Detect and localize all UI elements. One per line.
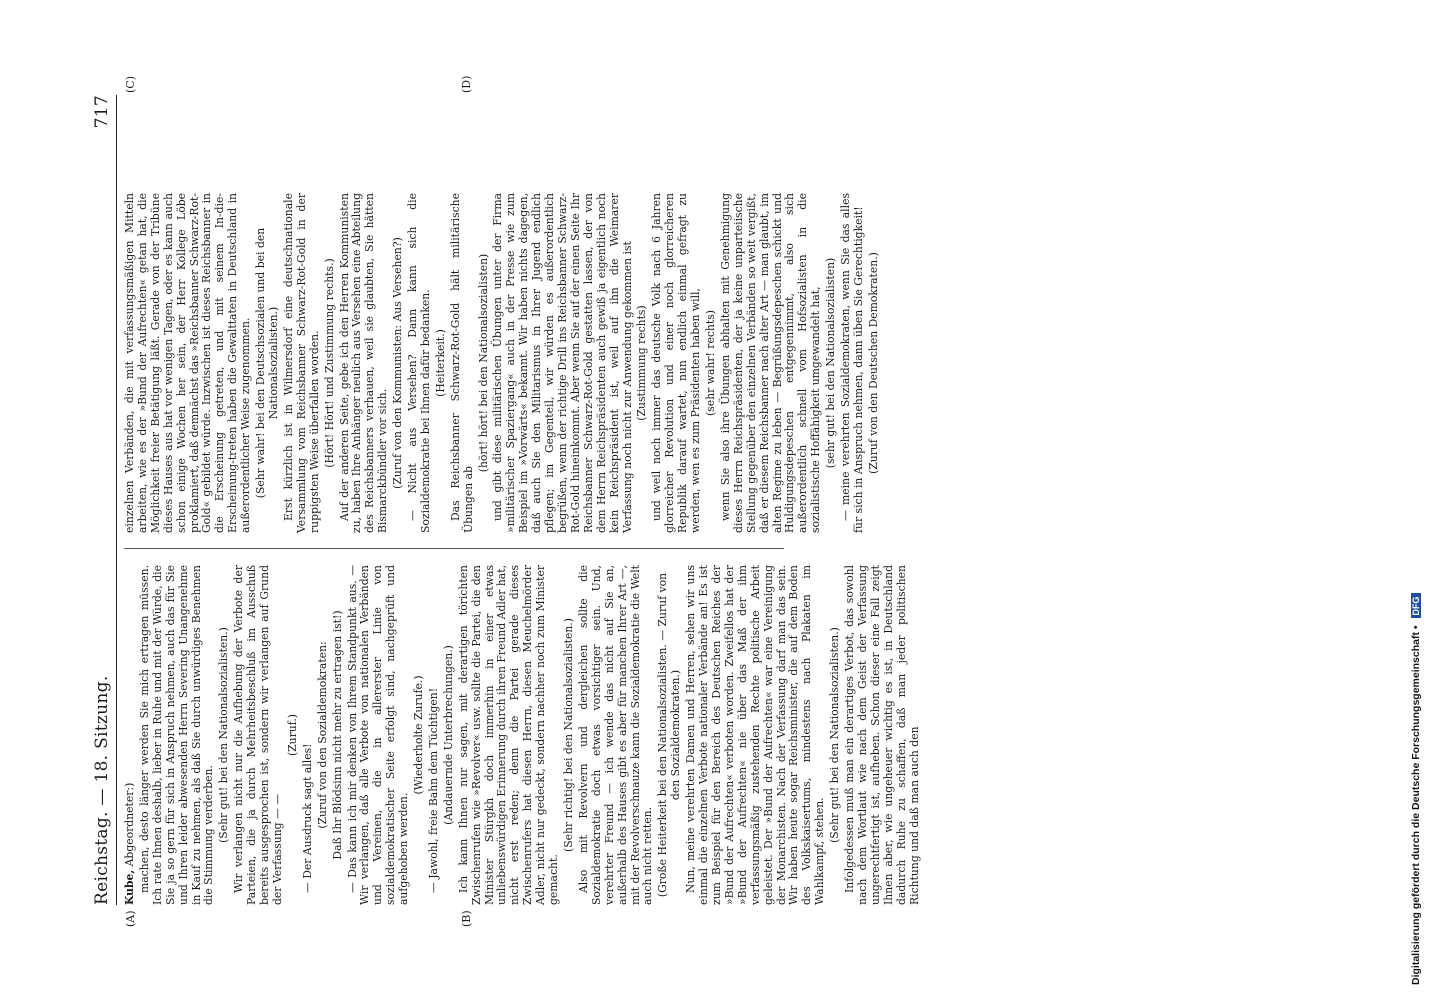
paragraph	[139, 565, 216, 905]
interjection	[478, 193, 491, 533]
paragraph-text: (Andauernde Unterbrechungen.)	[441, 645, 455, 825]
paragraph	[428, 565, 441, 905]
paragraph-text: Das Reichsbanner Schwarz-Rot-Gold hält militärische Übungen ab	[448, 193, 475, 533]
interjection	[218, 565, 231, 905]
interjection	[317, 565, 330, 905]
interjection	[657, 565, 683, 905]
paragraph-text: und gibt diese militärischen Übungen unter der Firma »militärischer Spaziergang« auch in der Presse wie zum Beispiel im »Vorwärts« bekannt. Wir haben nichts dagegen, daß auch Sie den Militarismus in Ihrer Jugend endlich pflegen; im Gegenteil, wir würden es außerordentlich begrüßen, wenn der richtige Drill ins Reichsbanner Schwarz-Rot-Gold hineinkommt. Aber wenn Sie auf der einen Seite Ihr Reichsbanner Schwarz-Rot-Gold gestatten lassen, der von dem Herrn Reichspräsidenten auch gewiß ja eigentlich noch kein Reichspräsident ist, weil auf ihn die Weimarer Verfassung noch nicht zur Anwendung gekommen ist	[491, 193, 634, 533]
running-head-left: Reichstag. — 18. Sitzung.	[92, 675, 112, 905]
margin-marker-b: (B)	[460, 910, 473, 927]
paragraph-text: Ich kann Ihnen nur sagen, mit derartigen törichten Zwischenrufen wie »Revolver« usw. sollte die Partei, die den Minister Stürgkh doch immerhin in einer etwas unliebenswürdigen Erinnerung durch ihren Freund Adler hat, nicht erst reden; denn die Partei gerade dieses Zwischenrufers hat diesen Herrn, diesen Meuchelmörder Adler, nicht nur gedeckt, sondern nachher noch zum Minister gemacht.	[456, 564, 561, 905]
interjection	[636, 193, 649, 533]
paragraph	[450, 193, 476, 533]
paragraph	[124, 193, 253, 533]
credit-text: Digitalisierung gefördert durch die Deutsche Forschungsgemeinschaft •	[1410, 625, 1422, 985]
paragraph-text: — Nicht aus Versehen? Dann kann sich die Sozialdemokratie bei Ihnen dafür bedanken.	[406, 193, 432, 533]
page-number: 717	[92, 95, 112, 129]
paragraph	[347, 565, 412, 905]
paragraph-text: (Zuruf von den Kommunisten: Aus Versehen?)	[391, 237, 405, 489]
interjection	[435, 193, 448, 533]
paragraph-text: — Das kann ich mir denken von Ihrem Standpunkt aus. — Wir verlangen, daß alle Verbote von nationalen Verbänden und Vereinen, die in allererster Linie von sozialdemokratischer Seite erfolgt sind, nachgeprüft und aufgehoben werden.	[345, 565, 411, 905]
speaker-name: Kube,	[123, 869, 136, 905]
digitization-credit	[1410, 594, 1422, 986]
right-column	[124, 193, 883, 533]
paragraph	[283, 193, 322, 533]
paragraph-text: (Große Heiterkeit bei den Nationalsozialisten. — Zuruf von den Sozialdemokraten.)	[656, 572, 683, 898]
interjection	[413, 565, 426, 905]
paragraph	[233, 565, 285, 905]
paragraph-text: und weil noch immer das deutsche Volk nach 6 Jahren glorreicher Revolution und einer noch glorreicheren Republik darauf wartet, nun endlich einmal gefragt zu werden, wen es zum Präsidenten haben will,	[650, 193, 703, 533]
paragraph-text: Nun, meine verehrten Damen und Herren, sehen wir uns einmal die einzelnen Verbote nationaler Verbände an! Es ist zum Beispiel für den Bereich des Deutschen Reiches der »Bund der Aufrechten« verboten worden. Zweifellos hat der »Bund der Aufrechten« nie über das Maß der ihm verfassungsmäßig zustehenden Rechte politische Arbeit geleistet. Der »Bund der Aufrechten« war eine Vereinigung der Monarchisten. Nach der Verfassung darf man das sein. Wir haben heute sogar Reichsminister, die auf dem Boden des Volkskaisertums, mindestens nach Plakaten im Wahlkampf, stehen.	[684, 565, 827, 905]
paragraph-text: Also mit Revolvern und dergleichen sollte die Sozialdemokratie doch etwas vorsichtiger sein. Und, verehrter Freund — ich wende das nicht auf Sie an, außerhalb des Hauses gibt es aber für manchen Ihrer Art —, mit der Revolverschnauze kann die Sozialdemokratie die Welt auch nicht retten.	[576, 565, 655, 905]
paragraph-text: (hört! hört! bei den Nationalsozialisten)	[476, 253, 490, 473]
paragraph	[578, 565, 655, 905]
paragraph	[458, 565, 561, 905]
paragraph	[720, 193, 823, 533]
paragraph-text: (Sehr gut! bei den Nationalsozialisten.)	[217, 627, 231, 843]
paragraph	[302, 565, 315, 905]
paragraph-text: Auf der anderen Seite, gebe ich den Herren Kommunisten zu, haben Ihre Anhänger neulich aus Versehen eine Abteilung des Reichsbanners verhauen, weil sie glaubten, Sie hätten Bismarckbündler vor sich.	[337, 193, 390, 533]
interjection	[829, 565, 842, 905]
rotated-page	[90, 75, 921, 927]
paragraph-text: (Wiederholte Zurufe.)	[412, 675, 426, 795]
margin-marker-d: (D)	[460, 75, 473, 93]
paragraph-text: — meine verehrten Sozialdemokraten, wenn Sie das alles für sich in Anspruch nehmen, dann üben Sie Gerechtigkeit!	[839, 193, 865, 533]
paragraph-text: Abgeordneter:)	[123, 782, 136, 870]
paragraph-text: (Zustimmung rechts)	[635, 305, 649, 421]
paragraph	[492, 193, 634, 533]
paragraph-text: Infolgedessen muß man ein derartiges Verbot, das sowohl nach dem Wortlaut wie nach dem Geist der Verfassung ungerechtfertigt ist, aufheben. Schon dieser eine Fall zeigt Ihnen aber, wie ungeheuer wichtig es ist, in Deutschland dadurch Ruhe zu schaffen, daß man jeder politischen Richtung und daß man auch den	[843, 565, 921, 905]
paragraph-text: einzelnen Verbänden, die mit verfassungsmäßigen Mitteln arbeiten, wie es der »Bund der Aufrechten« getan hat, die Möglichkeit freier Betätigung läßt. Gerade von der Tribüne dieses Hauses aus hat vor wenigen Tagen, oder es kann auch schon einige Wochen her sein, der Herr Kollege Löbe proklamiert, daß demnächst das »Reichsbanner Schwarz-Rot-Gold« gebildet würde. Inzwischen ist dieses Reichsbanner in die Erscheinung getreten, und mit seinem In-die-Erscheinung-treten haben die Gewalttaten in Deutschland in außerordentlicher Weise zugenommen.	[123, 193, 253, 533]
paragraph	[844, 565, 921, 905]
paragraph-text: (Zuruf von den Sozialdemokraten:	[315, 641, 329, 829]
paragraph-text: wenn Sie also ihre Übungen abhalten mit Genehmigung dieses Herrn Reichspräsidenten, der ja keine unparteiische Stellung gegenüber den einzelnen Verbänden so weit vergißt, daß er diesem Reichsbanner nach alter Art — man glaubt, im alten Regime zu leben — Begrüßungsdepeschen schickt und Huldigungsdepeschen entgegennimmt, also sich außerordentlich schnell vom Hofsozialisten in die sozialistische Hoffähigkeit umgewandelt hat,	[718, 193, 823, 533]
paragraph	[124, 565, 137, 905]
paragraph-text: (sehr wahr! rechts)	[703, 310, 717, 416]
left-column	[124, 565, 923, 905]
paragraph-text: Wir verlangen nicht nur die Aufhebung der Verbote der Parteien, die ja durch Mehrheitsbeschluß im Ausschuß bereits ausgesprochen ist, sondern wir verlangen auf Grund der Verfassung — —	[232, 565, 284, 905]
paragraph	[840, 193, 866, 533]
paragraph-text: — Jawohl, freie Bahn dem Tüchtigen!	[426, 687, 440, 893]
paragraph-text: (Heiterkeit.)	[433, 329, 447, 397]
header-rule	[116, 95, 117, 905]
interjection	[255, 193, 281, 533]
paragraph-text: (Sehr richtig! bei den Nationalsozialisten.)	[562, 618, 575, 852]
interjection	[324, 193, 337, 533]
interjection	[287, 565, 300, 905]
paragraph-text: Erst kürzlich ist in Wilmersdorf eine deutschnationale Versammlung vom Reichsbanner Schwarz-Rot-Gold in der ruppigsten Weise überfallen worden.	[281, 193, 321, 533]
paragraph-text: (Sehr gut! bei den Nationalsozialisten.)	[828, 627, 842, 843]
dfg-logo: DFG	[1411, 594, 1421, 619]
interjection	[705, 193, 718, 533]
interjection	[825, 193, 838, 533]
paragraph-text: (Zuruf.)	[285, 713, 299, 757]
paragraph-text: machen, desto länger werden Sie mich ertragen müssen. Ich rate Ihnen deshalb, lieber in Ruhe und mit der Würde, die Sie ja so gern für sich in Anspruch nehmen, auch das für Sie und Ihren leider abwesenden Herrn Severing Unangenehme in Kauf zu nehmen, als daß Sie durch unwürdiges Benehmen die Stimmung verderben.	[137, 565, 216, 905]
interjection	[443, 565, 456, 905]
column-divider	[124, 548, 784, 549]
paragraph-text: (Sehr wahr! bei den Deutschsozialen und bei den Nationalsozialisten.)	[254, 227, 280, 499]
paragraph-text: — Der Ausdruck sagt alles!	[300, 743, 314, 893]
paragraph-text: (Zuruf von den Deutschen Demokraten.)	[866, 252, 880, 474]
interjection	[332, 565, 345, 905]
paragraph	[685, 565, 827, 905]
paragraph	[339, 193, 391, 533]
margin-marker-a: (A)	[124, 910, 137, 927]
paragraph	[651, 193, 703, 533]
paragraph	[407, 193, 433, 533]
paragraph-text: Daß Ihr Blödsinn nicht mehr zu ertragen ist!)	[330, 610, 344, 860]
paragraph-text: (sehr gut! bei den Nationalsozialisten)	[824, 257, 838, 469]
interjection	[563, 565, 576, 905]
paragraph-text: (Hört! Hört! und Zustimmung rechts.)	[322, 258, 336, 468]
interjection	[868, 193, 881, 533]
interjection	[392, 193, 405, 533]
margin-marker-c: (C)	[124, 76, 137, 93]
